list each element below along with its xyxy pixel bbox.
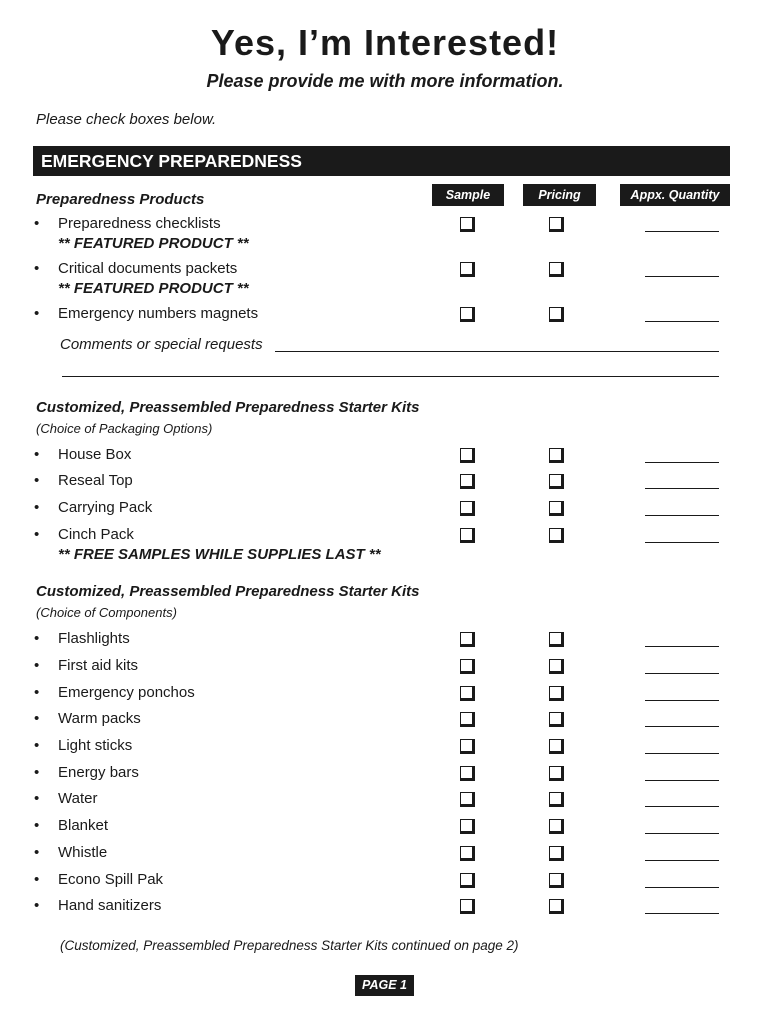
bullet-icon: • bbox=[34, 764, 40, 781]
pricing-checkbox[interactable] bbox=[549, 846, 564, 861]
pricing-checkbox[interactable] bbox=[549, 899, 564, 914]
quantity-field[interactable] bbox=[645, 321, 719, 322]
sample-checkbox[interactable] bbox=[460, 474, 475, 489]
bullet-icon: • bbox=[34, 657, 40, 674]
bullet-icon: • bbox=[34, 472, 40, 489]
item-label: Emergency numbers magnets bbox=[58, 305, 259, 322]
featured-note: ** FEATURED PRODUCT ** bbox=[58, 280, 249, 297]
sample-checkbox[interactable] bbox=[460, 766, 475, 781]
quantity-field[interactable] bbox=[645, 462, 719, 463]
sample-checkbox[interactable] bbox=[460, 899, 475, 914]
bullet-icon: • bbox=[34, 499, 40, 516]
pricing-checkbox[interactable] bbox=[549, 474, 564, 489]
quantity-field[interactable] bbox=[645, 806, 719, 807]
item-label: Flashlights bbox=[58, 630, 130, 647]
item-label: Cinch Pack bbox=[58, 526, 134, 543]
list-item bbox=[0, 817, 770, 839]
list-item bbox=[0, 897, 770, 919]
item-label: Blanket bbox=[58, 817, 109, 834]
quantity-field[interactable] bbox=[645, 887, 719, 888]
quantity-field[interactable] bbox=[645, 646, 719, 647]
quantity-field[interactable] bbox=[645, 913, 719, 914]
list-item bbox=[0, 499, 770, 521]
quantity-field[interactable] bbox=[645, 488, 719, 489]
bullet-icon: • bbox=[34, 844, 40, 861]
item-label: Water bbox=[58, 790, 98, 807]
sample-checkbox[interactable] bbox=[460, 712, 475, 727]
list-item bbox=[0, 844, 770, 866]
section-banner: EMERGENCY PREPAREDNESS bbox=[33, 146, 730, 176]
bullet-icon: • bbox=[34, 737, 40, 754]
bullet-icon: • bbox=[34, 790, 40, 807]
pricing-checkbox[interactable] bbox=[549, 528, 564, 543]
bullet-icon: • bbox=[34, 710, 40, 727]
pricing-checkbox[interactable] bbox=[549, 448, 564, 463]
pricing-checkbox[interactable] bbox=[549, 766, 564, 781]
list-item bbox=[0, 871, 770, 893]
item-label: First aid kits bbox=[58, 657, 139, 674]
quantity-field[interactable] bbox=[645, 860, 719, 861]
bullet-icon: • bbox=[34, 260, 40, 277]
quantity-field[interactable] bbox=[645, 673, 719, 674]
pricing-checkbox[interactable] bbox=[549, 712, 564, 727]
quantity-field[interactable] bbox=[645, 276, 719, 277]
quantity-field[interactable] bbox=[645, 726, 719, 727]
quantity-field[interactable] bbox=[645, 780, 719, 781]
pricing-checkbox[interactable] bbox=[549, 632, 564, 647]
section-title-products: Preparedness Products bbox=[36, 191, 205, 208]
list-item bbox=[0, 446, 770, 468]
column-header-pricing: Pricing bbox=[523, 184, 596, 206]
pricing-checkbox[interactable] bbox=[549, 873, 564, 888]
list-item bbox=[0, 260, 770, 282]
list-item bbox=[0, 710, 770, 732]
item-label: Whistle bbox=[58, 844, 108, 861]
sample-checkbox[interactable] bbox=[460, 501, 475, 516]
item-label: Emergency ponchos bbox=[58, 684, 195, 701]
bullet-icon: • bbox=[34, 817, 40, 834]
free-samples-note: ** FREE SAMPLES WHILE SUPPLIES LAST ** bbox=[58, 546, 381, 563]
bullet-icon: • bbox=[34, 871, 40, 888]
list-item bbox=[0, 630, 770, 652]
instruction-text: Please check boxes below. bbox=[36, 111, 217, 128]
column-header-quantity: Appx. Quantity bbox=[620, 184, 730, 206]
page-title: Yes, I’m Interested! bbox=[210, 22, 560, 63]
section-subtitle-components: (Choice of Components) bbox=[36, 605, 177, 620]
featured-note: ** FEATURED PRODUCT ** bbox=[58, 235, 249, 252]
item-label: Light sticks bbox=[58, 737, 133, 754]
sample-checkbox[interactable] bbox=[460, 307, 475, 322]
sample-checkbox[interactable] bbox=[460, 846, 475, 861]
bullet-icon: • bbox=[34, 526, 40, 543]
quantity-field[interactable] bbox=[645, 833, 719, 834]
pricing-checkbox[interactable] bbox=[549, 792, 564, 807]
bullet-icon: • bbox=[34, 897, 40, 914]
section-title-components: Customized, Preassembled Preparedness Starter Kits bbox=[36, 583, 420, 600]
quantity-field[interactable] bbox=[645, 700, 719, 701]
quantity-field[interactable] bbox=[645, 515, 719, 516]
sample-checkbox[interactable] bbox=[460, 448, 475, 463]
page-number-badge: PAGE 1 bbox=[355, 975, 414, 996]
continued-note: (Customized, Preassembled Preparedness Starter Kits continued on page 2) bbox=[60, 938, 519, 953]
list-item bbox=[0, 526, 770, 548]
bullet-icon: • bbox=[34, 684, 40, 701]
sample-checkbox[interactable] bbox=[460, 659, 475, 674]
list-item bbox=[0, 737, 770, 759]
section-subtitle-packaging: (Choice of Packaging Options) bbox=[36, 421, 213, 436]
item-label: Hand sanitizers bbox=[58, 897, 162, 914]
pricing-checkbox[interactable] bbox=[549, 262, 564, 277]
list-item bbox=[0, 657, 770, 679]
item-label: House Box bbox=[58, 446, 132, 463]
pricing-checkbox[interactable] bbox=[549, 686, 564, 701]
sample-checkbox[interactable] bbox=[460, 739, 475, 754]
bullet-icon: • bbox=[34, 630, 40, 647]
list-item bbox=[0, 790, 770, 812]
sample-checkbox[interactable] bbox=[460, 632, 475, 647]
sample-checkbox[interactable] bbox=[460, 528, 475, 543]
pricing-checkbox[interactable] bbox=[549, 501, 564, 516]
item-label: Warm packs bbox=[58, 710, 141, 727]
item-label: Energy bars bbox=[58, 764, 139, 781]
sample-checkbox[interactable] bbox=[460, 819, 475, 834]
sample-checkbox[interactable] bbox=[460, 262, 475, 277]
bullet-icon: • bbox=[34, 215, 40, 232]
sample-checkbox[interactable] bbox=[460, 217, 475, 232]
sample-checkbox[interactable] bbox=[460, 686, 475, 701]
list-item bbox=[0, 764, 770, 786]
bullet-icon: • bbox=[34, 305, 40, 322]
item-label: Reseal Top bbox=[58, 472, 133, 489]
quantity-field[interactable] bbox=[645, 542, 719, 543]
list-item bbox=[0, 305, 770, 327]
bullet-icon: • bbox=[34, 446, 40, 463]
pricing-checkbox[interactable] bbox=[549, 307, 564, 322]
sample-checkbox[interactable] bbox=[460, 873, 475, 888]
list-item bbox=[0, 684, 770, 706]
page-subtitle: Please provide me with more information. bbox=[206, 71, 564, 91]
list-item bbox=[0, 215, 770, 237]
pricing-checkbox[interactable] bbox=[549, 819, 564, 834]
item-label: Carrying Pack bbox=[58, 499, 153, 516]
pricing-checkbox[interactable] bbox=[549, 739, 564, 754]
column-header-sample: Sample bbox=[432, 184, 504, 206]
comments-line[interactable] bbox=[275, 351, 719, 352]
pricing-checkbox[interactable] bbox=[549, 659, 564, 674]
section-title-packaging: Customized, Preassembled Preparedness Starter Kits bbox=[36, 399, 420, 416]
sample-checkbox[interactable] bbox=[460, 792, 475, 807]
quantity-field[interactable] bbox=[645, 231, 719, 232]
comments-line-2[interactable] bbox=[62, 376, 719, 377]
pricing-checkbox[interactable] bbox=[549, 217, 564, 232]
quantity-field[interactable] bbox=[645, 753, 719, 754]
item-label: Preparedness checklists bbox=[58, 215, 221, 232]
item-label: Critical documents packets bbox=[58, 260, 238, 277]
list-item bbox=[0, 472, 770, 494]
comments-label: Comments or special requests bbox=[60, 336, 263, 353]
item-label: Econo Spill Pak bbox=[58, 871, 164, 888]
